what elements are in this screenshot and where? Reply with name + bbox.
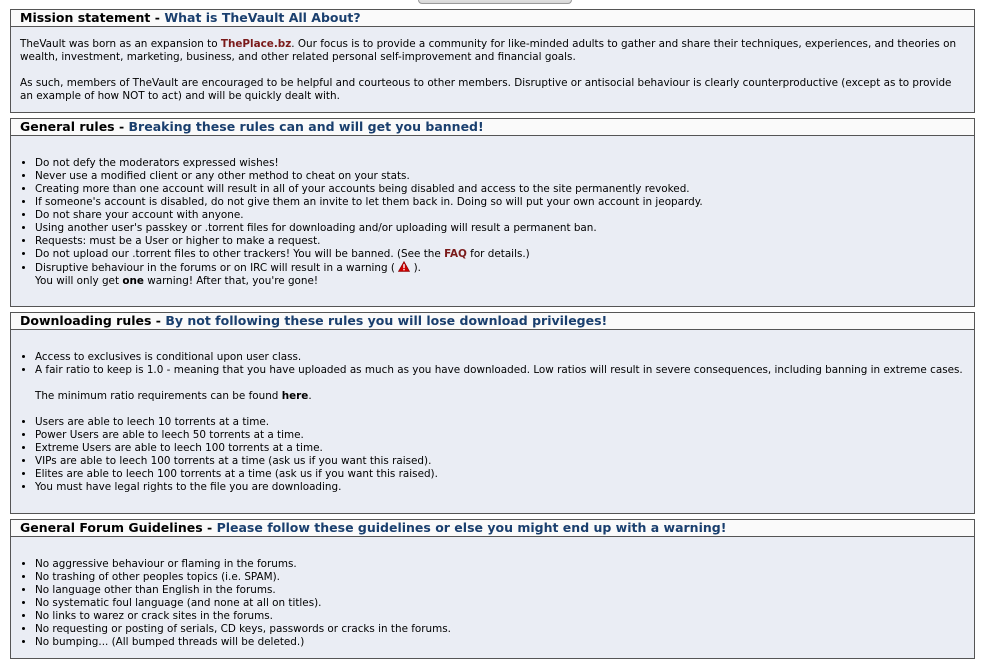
downloading-rules-section xyxy=(10,312,975,514)
list-item: • Users are able to leech 10 torrents at a time. xyxy=(35,416,965,429)
mission-text: TheVault was born as an expansion to xyxy=(20,38,221,50)
list-item xyxy=(35,248,965,261)
list-item: • If someone's account is disabled, do not give them an invite to let them back in. Doing so will put your own account in jeopardy. xyxy=(35,196,965,209)
list-item: • No aggressive behaviour or flaming in the forums. xyxy=(35,558,965,571)
list-item: • No language other than English in the forums. xyxy=(35,584,965,597)
ratio-note xyxy=(20,390,965,403)
list-item: • A fair ratio to keep is 1.0 - meaning that you have uploaded as much as you have downloaded. Low ratios will result in severe consequences, including banning in extreme cases. xyxy=(35,364,965,377)
leech-limits-list xyxy=(20,416,965,494)
mission-paragraph-1 xyxy=(20,38,965,64)
general-rules-list xyxy=(20,157,965,288)
once-bold: one xyxy=(122,275,144,287)
mission-text: . Our focus is to provide a community for like-minded adults to gather and share their techniques, experiences, and theories on wealth, investment, marketing, business, and other related personal self-improvement and financial goals. xyxy=(20,38,957,63)
list-item: • VIPs are able to leech 100 torrents at a time (ask us if you want this raised). xyxy=(35,455,965,468)
mission-body xyxy=(11,27,974,103)
forum-subtitle: Please follow these guidelines or else you might end up with a warning! xyxy=(216,520,727,535)
general-rules-section xyxy=(10,118,975,307)
list-item: • Do not defy the moderators expressed wishes! xyxy=(35,157,965,170)
top-tab-button[interactable] xyxy=(418,0,572,4)
upload-text: Do not upload our .torrent files to other trackers! You will be banned. (See the xyxy=(35,248,445,260)
list-item: • No trashing of other peoples topics (i.e. SPAM). xyxy=(35,571,965,584)
forum-guidelines-section xyxy=(10,519,975,659)
theplace-link[interactable]: ThePlace.bz xyxy=(220,38,292,50)
list-item: • Power Users are able to leech 50 torrents at a time. xyxy=(35,429,965,442)
general-rules-header xyxy=(11,119,974,136)
ratio-text: . xyxy=(308,390,312,402)
disrupt-text: Disruptive behaviour in the forums or on IRC will result in a warning ( xyxy=(35,262,399,274)
list-item: • Requests: must be a User or higher to make a request. xyxy=(35,235,965,248)
warning-icon xyxy=(398,261,410,272)
once-text: You will only get xyxy=(35,275,123,287)
downloading-rules-header xyxy=(11,313,974,330)
list-item: • No bumping... (All bumped threads will be deleted.) xyxy=(35,636,965,649)
list-item: • No systematic foul language (and none at all on titles). xyxy=(35,597,965,610)
forum-guidelines-list xyxy=(20,558,965,649)
mission-statement-section xyxy=(10,9,975,113)
ratio-here-link[interactable]: here xyxy=(281,390,309,402)
mission-sep: - xyxy=(150,10,165,25)
forum-guidelines-header xyxy=(11,520,974,537)
list-item: • Elites are able to leech 100 torrents at a time (ask us if you want this raised). xyxy=(35,468,965,481)
list-item: • Using another user's passkey or .torrent files for downloading and/or uploading will result a permanent ban. xyxy=(35,222,965,235)
ratio-text: The minimum ratio requirements can be found xyxy=(35,390,282,402)
mission-subtitle: What is TheVault All About? xyxy=(164,10,361,25)
list-item: • Extreme Users are able to leech 100 torrents at a time. xyxy=(35,442,965,455)
forum-sep: - xyxy=(202,520,217,535)
list-item: • You must have legal rights to the file you are downloading. xyxy=(35,481,965,494)
general-subtitle: Breaking these rules can and will get you banned! xyxy=(128,119,484,134)
general-rules-body xyxy=(11,136,974,288)
list-item: • No links to warez or crack sites in the forums. xyxy=(35,610,965,623)
list-item: • Never use a modified client or any other method to cheat on your stats. xyxy=(35,170,965,183)
upload-text: for details.) xyxy=(466,248,530,260)
downloading-rules-list xyxy=(20,351,965,377)
downloading-title: Downloading rules xyxy=(20,313,152,328)
faq-link[interactable]: FAQ xyxy=(444,248,467,260)
downloading-subtitle: By not following these rules you will lose download privileges! xyxy=(165,313,608,328)
list-item: • Access to exclusives is conditional upon user class. xyxy=(35,351,965,364)
list-item xyxy=(35,261,965,288)
downloading-sep: - xyxy=(151,313,166,328)
general-title: General rules xyxy=(20,119,115,134)
once-text: warning! After that, you're gone! xyxy=(143,275,319,287)
mission-title: Mission statement xyxy=(20,10,151,25)
list-item: • Do not share your account with anyone. xyxy=(35,209,965,222)
mission-paragraph-2: As such, members of TheVault are encouraged to be helpful and courteous to other members. Disruptive or antisocial behaviour is clearly counterproductive (except as to provide an example of how NOT to act) and will be quickly dealt with. xyxy=(20,77,952,102)
downloading-rules-body xyxy=(11,330,974,494)
list-item: • Creating more than one account will result in all of your accounts being disabled and access to the site permanently revoked. xyxy=(35,183,965,196)
forum-title: General Forum Guidelines xyxy=(20,520,203,535)
forum-guidelines-body xyxy=(11,537,974,649)
mission-statement-header xyxy=(11,10,974,27)
general-sep: - xyxy=(114,119,129,134)
disrupt-text: ). xyxy=(410,262,421,274)
list-item: • No requesting or posting of serials, CD keys, passwords or cracks in the forums. xyxy=(35,623,965,636)
